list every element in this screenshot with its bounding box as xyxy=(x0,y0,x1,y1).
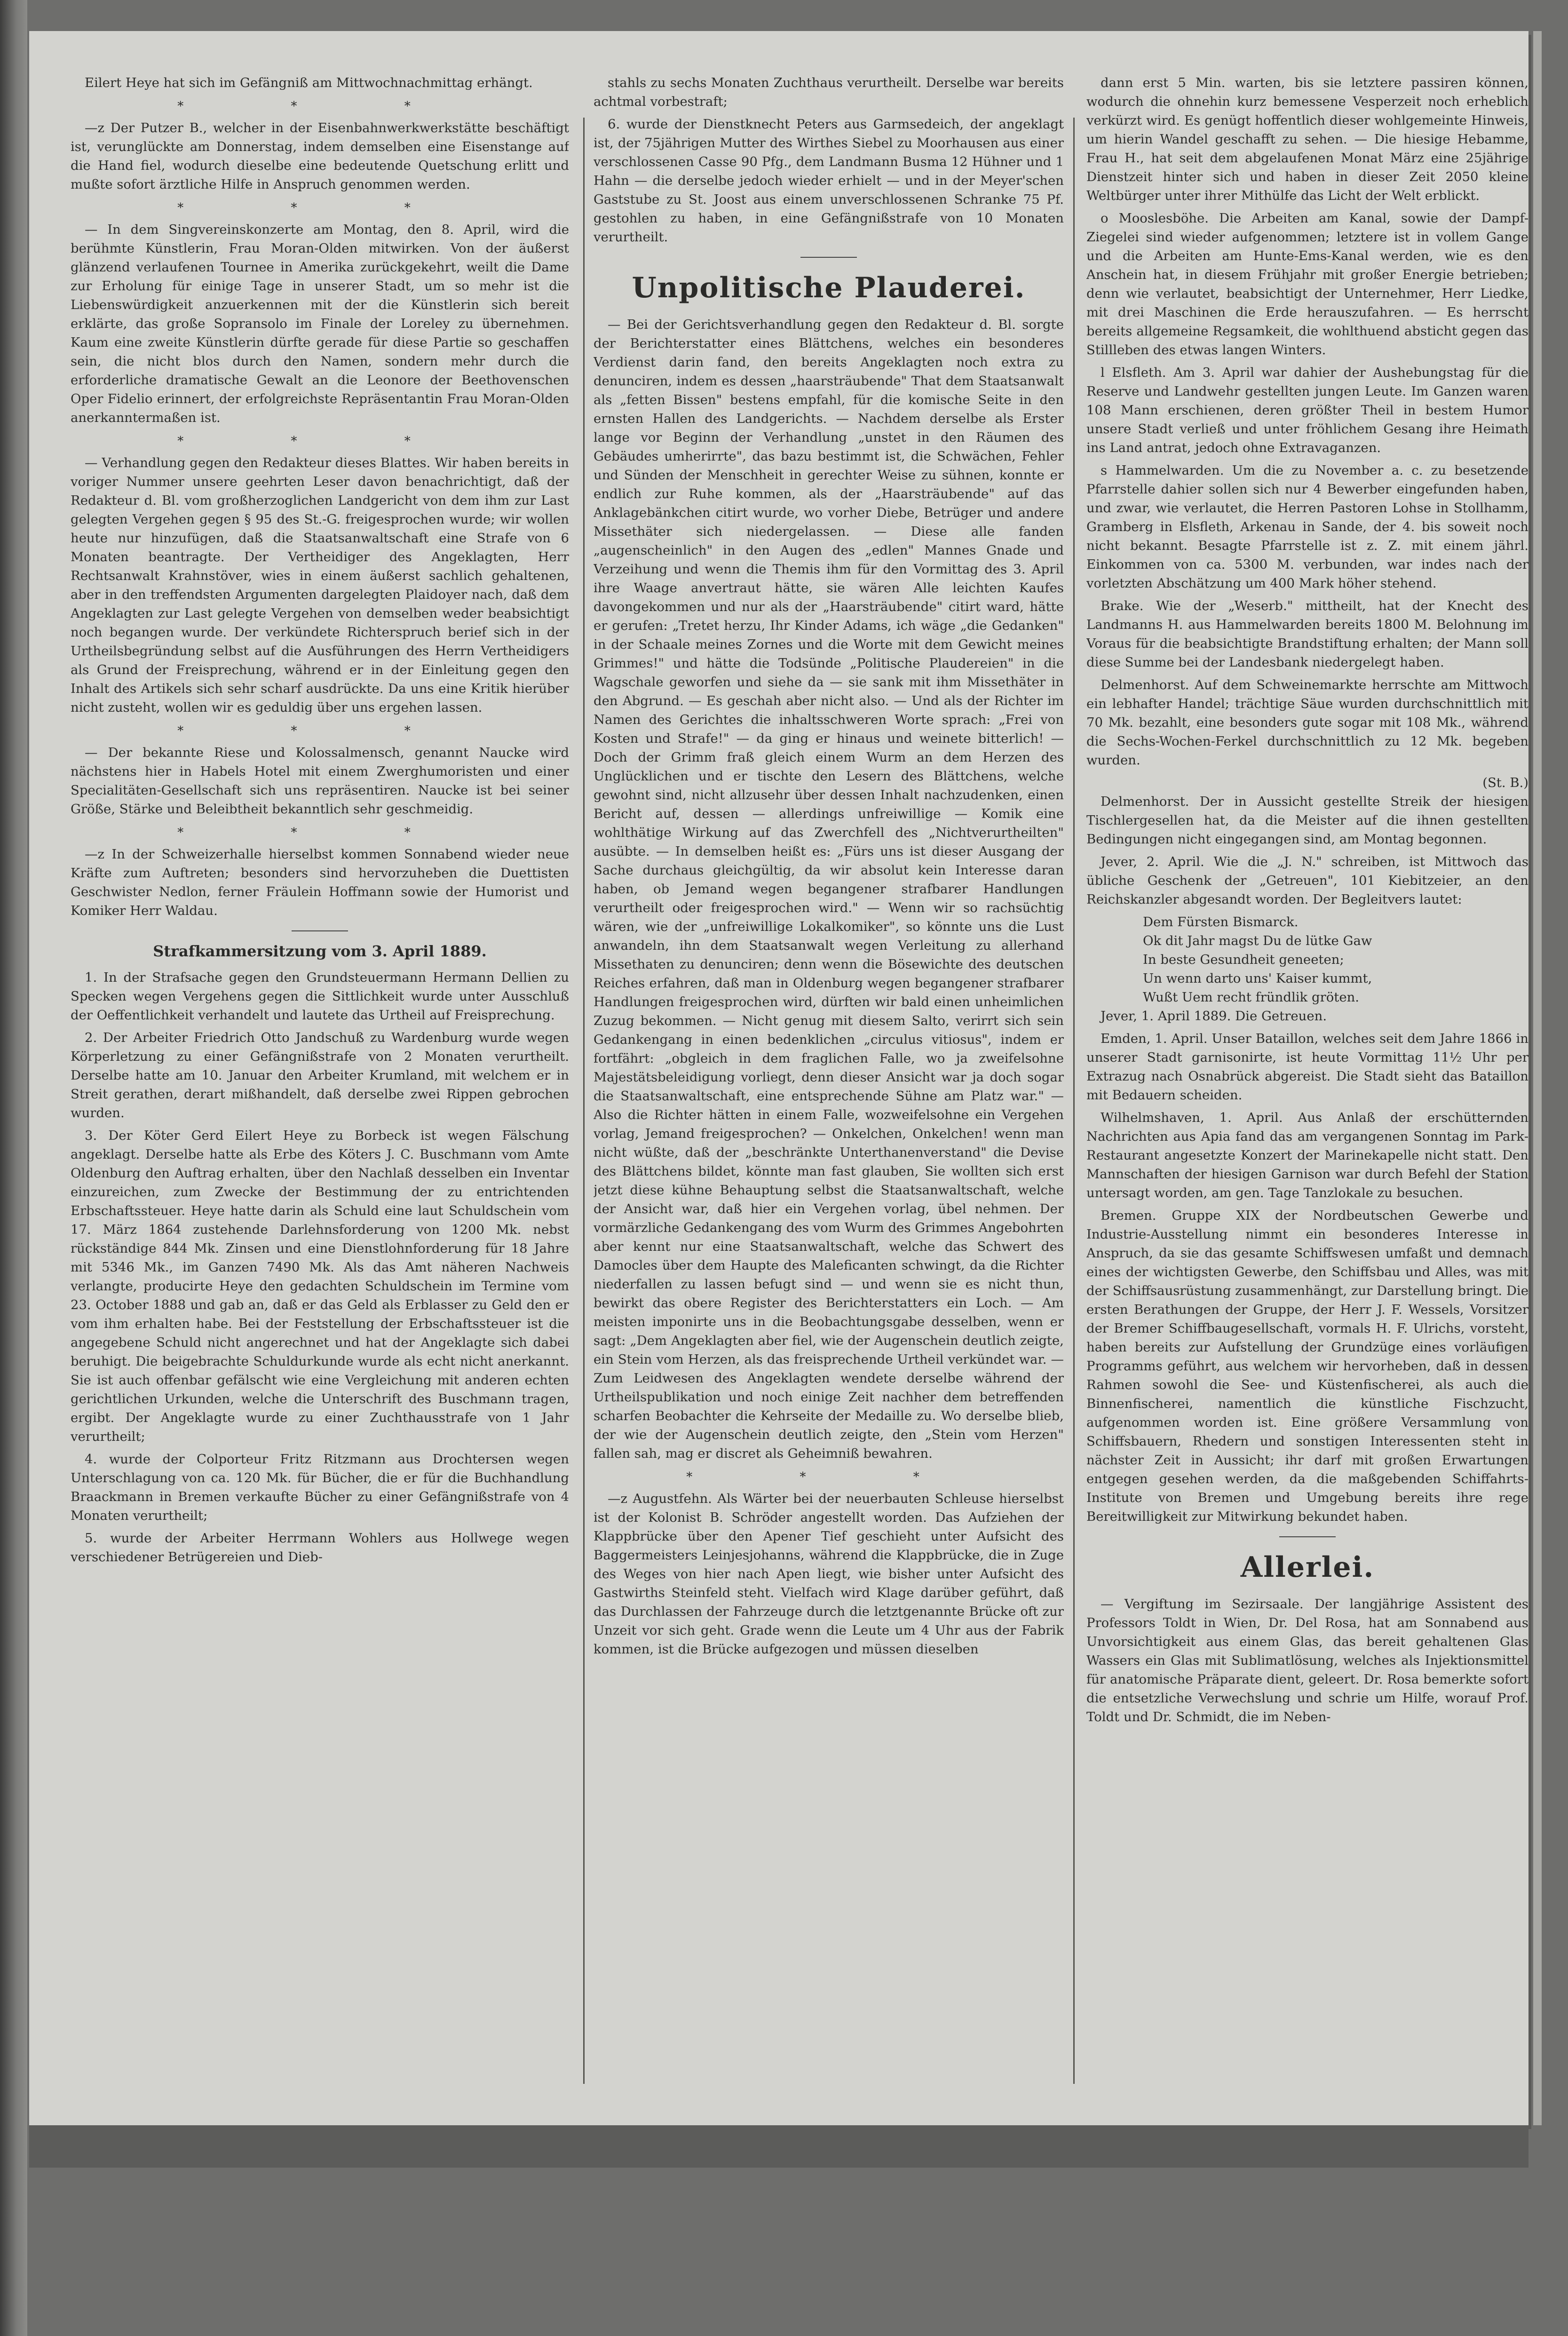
article-paragraph: Wilhelmshaven, 1. April. Aus Anlaß der erschütternden Nachrichten aus Apia fand das am vergangenen Sonntag im Park-Restaurant angesetzte Konzert der Marinekapelle nicht statt. Den Mannschaften der hiesigen Garnison war durch Befehl der Station untersagt worden, am gen. Tage Tanzlokale zu besuchen. xyxy=(1086,1110,1528,1200)
article-paragraph: —z Der Putzer B., welcher in der Eisenbahnwerkwerkstätte beschäftigt ist, verunglückte am Donnerstag, indem demselben eine Eisenstange auf die Hand fiel, wodurch dieselbe eine bedeutende Quetschung erlitt und mußte sofort ärztliche Hilfe in Anspruch genommen werden. xyxy=(71,120,569,192)
page-edge xyxy=(1533,31,1542,2125)
page-bottom-shadow xyxy=(29,2125,1528,2168)
column-3 xyxy=(1086,73,1528,2096)
section-rule xyxy=(292,930,348,931)
section-title: Unpolitische Plauderei. xyxy=(632,271,1026,304)
article-paragraph: Jever, 1. April 1889. Die Getreuen. xyxy=(1101,1009,1327,1024)
verse-line: Wußt Uem recht fründlik gröten. xyxy=(1143,990,1360,1005)
section-rule xyxy=(1279,1536,1336,1537)
article-paragraph: Jever, 2. April. Wie die „J. N." schreiben, ist Mittwoch das übliche Geschenk der „Getreuen", 101 Kiebitzeier, an den Reichskanzler abgesandt worden. Der Begleitvers lautet: xyxy=(1086,854,1528,907)
column-rule xyxy=(1073,118,1075,2084)
source-credit: (St. B.) xyxy=(1482,775,1528,790)
article-paragraph: — In dem Singvereinskonzerte am Montag, den 8. April, wird die berühmte Künstlerin, Frau Moran-Olden mitwirken. Von der äußerst glänzend verlaufenen Tournee in Amerika zurückgekehrt, weilt die Dame zur Erholung für einige Tage in unserer Stadt, um so mehr ist die Liebenswürdigkeit anzuerkennen mit der die Künstlerin sich bereit erklärte, das große Sopransolo im Finale der Loreley zu übernehmen. Kaum eine zweite Künstlerin dürfte gerade für diese Partie so geschaffen sein, die nicht blos durch den Namen, sondern mehr durch die erforderliche dramatische Gewalt an die Leonore der Beethovenschen Oper Fidelio erinnert, der erfolgreichste Repräsentantin Frau Moran-Olden anerkanntermaßen ist. xyxy=(71,222,569,425)
article-paragraph: Emden, 1. April. Unser Bataillon, welches seit dem Jahre 1866 in unserer Stadt garnisonirte, ist heute Vormittag 11½ Uhr per Extrazug nach Osnabrück abgereist. Die Stadt sieht das Bataillon mit Bedauern scheiden. xyxy=(1086,1031,1528,1103)
article-paragraph: 6. wurde der Dienstknecht Peters aus Garmsedeich, der angeklagt ist, der 75jährigen Mutter des Wirthes Siebel zu Moorhausen aus einer verschlossenen Casse 90 Pfg., dem Landmann Busma 12 Hühner und 1 Hahn — die derselbe jedoch wieder erhielt — und in der Meyer'schen Gaststube zu St. Joost aus einem unverschlossenen Schranke 75 Pf. gestohlen zu haben, in eine Gefängnißstrafe von 10 Monaten verurtheilt. xyxy=(594,117,1064,245)
verse-line: In beste Gesundheit geneeten; xyxy=(1143,952,1344,967)
article-paragraph: — Vergiftung im Sezirsaale. Der langjährige Assistent des Professors Toldt in Wien, Dr. Del Rosa, hat am Sonnabend aus Unvorsichtigkeit aus einem Glas, das bereit gehaltenen Glas Wassers ein Glas mit Sublimatlösung, welches als Injektionsmittel für anatomische Präparate dient, geleert. Dr. Rosa bemerkte sofort die entsetzliche Verwechslung und schrie um Hilfe, worauf Prof. Toldt und Dr. Schmidt, die im Neben- xyxy=(1086,1597,1528,1724)
section-separator: * * * xyxy=(686,1470,971,1484)
verse-line: Ok dit Jahr magst Du de lütke Gaw xyxy=(1143,933,1372,948)
section-separator: * * * xyxy=(177,826,462,840)
article-paragraph: 3. Der Köter Gerd Eilert Heye zu Borbeck ist wegen Fälschung angeklagt. Derselbe hatte als Erbe des Köters J. C. Buschmann vom Amte Oldenburg den Auftrag erhalten, über den Nachlaß desselben ein Inventar einzureichen, zum Zwecke der Bestimmung der zu entrichtenden Erbschaftssteuer. Heye hatte darin als Schuld eine laut Schuldschein vom 17. März 1864 zustehende Darlehnsforderung von 1200 Mk. nebst rückständige 844 Mk. Zinsen und eine Dienstlohnforderung für 18 Jahre mit 5346 Mk., im Ganzen 7490 Mk. Als das Amt näheren Nachweis verlangte, producirte Heye den gedachten Schuldschein im Termine vom 23. October 1888 und gab an, daß er das Geld als Erblasser zu Geld den er vom ihm erhalten habe. Bei der Feststellung der Erbschaftssteuer ist die angegebene Schuld nicht angerechnet und hat der Angeklagte sich dabei beruhigt. Die beigebrachte Schuldurkunde wurde als echt nicht anerkannt. Sie ist auch offenbar gefälscht wie eine Vergleichung mit anderen echten gerichtlichen Urkunden, welche die Unterschrift des Buschmann tragen, ergibt. Der Angeklagte wurde zu einer Zuchthausstrafe von 1 Jahr verurtheilt; xyxy=(71,1128,569,1444)
article-paragraph: —z Augustfehn. Als Wärter bei der neuerbauten Schleuse hierselbst ist der Kolonist B. Schröder angestellt worden. Das Aufziehen der Klappbrücke über den Apener Tief geschieht unter Aufsicht des Baggermeisters Leinjesjohanns, während die Klappbrücke, die in Zuge des Weges von hier nach Apen liegt, wie bisher unter Aufsicht des Gastwirths Steinfeld steht. Vielfach wird Klage darüber geführt, daß das Durchlassen der Fahrzeuge durch die letztgenannte Brücke oft zur Unzeit vor sich geht. Grade wenn die Leute um 4 Uhr aus der Fabrik kommen, ist die Brücke aufgezogen und müssen dieselben xyxy=(594,1491,1064,1657)
article-paragraph: 2. Der Arbeiter Friedrich Otto Jandschuß zu Wardenburg wurde wegen Körperletzung zu einer Gefängnißstrafe von 2 Monaten verurtheilt. Derselbe hatte am 10. Januar den Arbeiter Krumland, mit welchem er in Streit gerathen, derart mißhandelt, daß derselbe zwei Rippen gebrochen wurden. xyxy=(71,1030,569,1120)
article-paragraph: Eilert Heye hat sich im Gefängniß am Mittwochnachmittag erhängt. xyxy=(85,75,533,90)
article-paragraph: — Bei der Gerichtsverhandlung gegen den Redakteur d. Bl. sorgte der Berichterstatter eines Blättchens, welches ein besonderes Verdienst darin fand, den bereits Angeklagten noch extra zu denunciren, indem es dessen „haarsträubende" That dem Staatsanwalt als „fetten Bissen" bestens empfahl, für die komische Seite in den ernsten Hallen des Landgerichts. — Nachdem derselbe als Erster lange vor Beginn der Verhandlung „unstet in den Räumen des Gebäudes umherirrte", das bazu bestimmt ist, die Schwächen, Fehler und Sünden der Menschheit in gerechter Weise zu sühnen, konnte er endlich zur Ruhe kommen, als der „Haarsträubende" auf das Anklagebänkchen citirt wurde, wo vorher Diebe, Betrüger und andere Missethäter sich niedergelassen. — Diese alle fanden „augenscheinlich" in den Augen des „edlen" Mannes Gnade und Verzeihung und wenn die Themis ihm für den Vormittag des 3. April ihre Waage anvertraut hätte, sie wären Alle leichten Kaufes davongekommen und nur als der „Haarsträubende" citirt ward, hätte er gerufen: „Tretet herzu, Ihr Kinder Adams, ich wäge „die Gedanken" in der Schaale meines Zornes und die Worte mit dem Gewicht meines Grimmes!" und hätte die Todsünde „Politische Plaudereien" in die Wagschale geworfen und siehe da — sie sank mit ihm Missethäter in den Abgrund. — Es geschah aber nicht also. — Und als der Richter im Namen des Gerichtes die inhaltsschweren Worte sprach: „Frei von Kosten und Strafe!" — da ging er hinaus und weinete bitterlich! — Doch der Grimm fraß gleich einem Wurm an dem Herzen des Unglücklichen und er tischte den Lesern des Blättchens, welche gewohnt sind, nicht allzusehr über dessen Inhalt nachzudenken, einen Bericht auf, dessen — allerdings unfreiwillige — Komik eine wohlthätige Wirkung auf das Zwerchfell des „Nichtverurtheilten" ausübte. — In demselben heißt es: „Fürs uns ist dieser Ausgang der Sache durchaus gleichgültig, da wir absolut kein Interesse daran haben, ob Jemand wegen begangener strafbarer Handlungen verurtheilt oder freigesprochen wird." — Wenn wir so rachsüchtig wären, wie der „unfreiwillige Lokalkomiker", so könnte uns die Lust anwandeln, ihn dem Staatsanwalt wegen Verleitung zu allerhand Missethaten zu denunciren; denn wenn die Bösewichte des deutschen Reiches erfahren, daß man in Oldenburg wegen begangener strafbarer Handlungen freigesprochen wird, dürften wir bald einen unheimlichen Zuzug bekommen. — Nicht genug mit diesem Salto, verirrt sich sein Gedankengang in einen bedenklichen „circulus vitiosus", indem er fortfährt: „obgleich in dem fraglichen Falle, wo ja zweifelsohne Majestätsbeleidigung vorliegt, denn dieser Ansicht war ja doch sogar die Staatsanwaltschaft, eine entsprechende Sühne am Platz war." — Also die Richter hätten in einem Falle, wozweifelsohne ein Vergehen vorlag, Jemand freigesprochen? — Onkelchen, Onkelchen! wenn man nicht wüßte, daß der „beschränkte Unterthanenverstand" die Devise des Blättchens bildet, könnte man fast glauben, Sie wollten sich erst jetzt diese kühne Behauptung selbst die Staatsanwaltschaft, welche der Ansicht war, daß hier ein Vergehen vorlag, übel nehmen. Der vormärzliche Gedankengang des vom Wurm des Grimmes Angebohrten aber kennt nur eine Staatsanwaltschaft, welche das Schwert des Damocles über dem Haupte des Maleficanten schwingt, da die Richter niederfallen zu lassen befugt sind — und wenn sie es nicht thun, bewirkt das obere Register des Berichterstatters ein Loch. — Am meisten imponirte uns in die Beobachtungsgabe desselben, wenn er sagt: „Dem Angeklagten aber fiel, wie der Augenschein deutlich zeigte, ein Stein vom Herzen, als das freisprechende Urtheil verkündet war. — Zum Leidwesen des Angeklagten wendete derselbe während der Urtheilspublikation und noch einige Zeit nachher dem betreffenden scharfen Beobachter die Kehrseite der Medaille zu. Wo derselbe blieb, der wie der Augenschein deutlich zeigte, den „Stein vom Herzen" fallen sah, mag er discret als Geheimniß bewahren. xyxy=(594,317,1064,1461)
column-2 xyxy=(594,73,1064,2096)
section-heading: Strafkammersitzung vom 3. April 1889. xyxy=(153,942,487,960)
article-paragraph: o Mooslesböhe. Die Arbeiten am Kanal, sowie der Dampf-Ziegelei sind wieder aufgenommen; letztere ist in vollem Gange und die Arbeiten am Hunte-Ems-Kanal werden, wie es den Anschein hat, in diesem Frühjahr mit großer Energie betrieben; denn wie verlautet, beabsichtigt der Unternehmer, Herr Liedke, mit drei Maschinen die Erde herauszufahren. — Es herrscht bereits allgemeine Regsamkeit, die wohlthuend absticht gegen das Stillleben des etwas langen Winters. xyxy=(1086,211,1528,358)
article-paragraph: — Verhandlung gegen den Redakteur dieses Blattes. Wir haben bereits in voriger Nummer unsere geehrten Leser davon benachrichtigt, daß der Redakteur d. Bl. vom großherzoglichen Landgericht von dem ihm zur Last gelegten Vergehen gegen § 95 des St.-G. freigesprochen wurde; wir wollen heute nur hinzufügen, daß die Staatsanwaltschaft eine Strafe von 6 Monaten beantragte. Der Vertheidiger des Angeklagten, Herr Rechtsanwalt Krahnstöver, wies in einem äußerst sachlich gehaltenen, aber in den treffendsten Argumenten dargelegten Plaidoyer nach, daß dem Angeklagten zur Last gelegte Vergehen von demselben weder beabsichtigt noch begangen wurde. Der verkündete Richterspruch berief sich in der Urtheilsbegründung selbst auf die Ausführungen des Herrn Vertheidigers als Grund der Freisprechung, während er in der Einleitung gegen den Inhalt des Artikels sich sehr scharf ausdrückte. Da uns eine Kritik hierüber nicht zusteht, wollen wir es geduldig über uns ergehen lassen. xyxy=(71,455,569,715)
article-paragraph: —z In der Schweizerhalle hierselbst kommen Sonnabend wieder neue Kräfte zum Auftreten; besonders sind hervorzuheben die Duettisten Geschwister Nedlon, ferner Fräulein Hoffmann sowie der Humorist und Komiker Herr Waldau. xyxy=(71,847,569,918)
article-paragraph: dann erst 5 Min. warten, bis sie letztere passiren können, wodurch die ohnehin kurz bemessene Vesperzeit noch erheblich verkürzt wird. Es genügt hoffentlich dieser wohlgemeinte Hinweis, um hierin Wandel geschafft zu sehen. — Die hiesige Hebamme, Frau H., hat seit dem abgelaufenen Monat März eine 25jährige Dienstzeit hinter sich und haben in dieser Zeit 2050 kleine Weltbürger unter ihrer Mithülfe das Licht der Welt erblickt. xyxy=(1086,75,1528,203)
column-rule xyxy=(583,118,585,2084)
article-paragraph: stahls zu sechs Monaten Zuchthaus verurtheilt. Derselbe war bereits achtmal vorbestraft; xyxy=(594,75,1064,109)
section-rule xyxy=(800,257,857,258)
article-paragraph: Brake. Wie der „Weserb." mittheilt, hat der Knecht des Landmanns H. aus Hammelwarden bereits 1800 M. Belohnung im Voraus für die beabsichtigte Brandstiftung erhalten; der Mann soll diese Summe bei der Landesbank niedergelegt haben. xyxy=(1086,598,1528,670)
article-paragraph: Delmenhorst. Der in Aussicht gestellte Streik der hiesigen Tischlergesellen hat, da die Meister auf die ihnen gestellten Bedingungen nicht eingegangen sind, am Montag begonnen. xyxy=(1086,794,1528,847)
article-paragraph: 1. In der Strafsache gegen den Grundsteuermann Hermann Dellien zu Specken wegen Vergehens gegen die Sittlichkeit wurde unter Ausschluß der Oeffentlichkeit verhandelt und lautete das Urtheil auf Freisprechung. xyxy=(71,970,569,1023)
section-separator: * * * xyxy=(177,434,462,448)
section-title: Allerlei. xyxy=(1240,1551,1375,1584)
section-separator: * * * xyxy=(177,724,462,738)
section-separator: * * * xyxy=(177,99,462,113)
article-paragraph: 4. wurde der Colporteur Fritz Ritzmann aus Drochtersen wegen Unterschlagung von ca. 120 Mk. für Bücher, die er für die Buchhandlung Braackmann in Bremen verkaufte Bücher zu einer Gefängnißstrafe von 4 Monaten verurtheilt; xyxy=(71,1452,569,1523)
article-paragraph: 5. wurde der Arbeiter Herrmann Wohlers aus Hollwege wegen verschiedener Betrügereien und Dieb- xyxy=(71,1531,569,1565)
article-paragraph: s Hammelwarden. Um die zu November a. c. zu besetzende Pfarrstelle dahier sollen sich nur 4 Bewerber eingefunden haben, und zwar, wie verlautet, die Herren Pastoren Lohse in Stollhamm, Gramberg in Elsfleth, Arkenau in Sande, der 4. bis soweit noch nicht bekannt. Besagte Pfarrstelle ist z. Z. mit einem jährl. Einkommen von ca. 5300 M. verbunden, war indes nach der vorletzten Abschätzung um 400 Mark höher stehend. xyxy=(1086,463,1528,591)
verse-line: Un wenn darto uns' Kaiser kummt, xyxy=(1143,971,1372,986)
verse-line: Dem Fürsten Bismarck. xyxy=(1143,914,1299,930)
book-binding xyxy=(0,0,27,2336)
section-separator: * * * xyxy=(177,201,462,215)
article-paragraph: — Der bekannte Riese und Kolossalmensch, genannt Naucke wird nächstens hier in Habels Hotel mit einem Zwerghumoristen und einer Specialitäten-Gesellschaft sich uns repräsentiren. Naucke ist bei seiner Größe, Stärke und Beleibtheit bekanntlich sehr geschmeidig. xyxy=(71,745,569,817)
article-paragraph: Delmenhorst. Auf dem Schweinemarkte herrschte am Mittwoch ein lebhafter Handel; trächtige Säue wurden durchschnittlich mit 70 Mk. bezahlt, eine besonders gute sogar mit 108 Mk., während die Sechs-Wochen-Ferkel durchschnittlich zu 12 Mk. begeben wurden. xyxy=(1086,677,1528,768)
column-1 xyxy=(71,73,569,2096)
article-paragraph: Bremen. Gruppe XIX der Nordbeutschen Gewerbe und Industrie-Ausstellung nimmt ein besonderes Interesse in Anspruch, da sie das gesamte Schiffswesen umfaßt und demnach eines der wichtigsten Gewerbe, den Schiffsbau und Alles, was mit der Schiffsausrüstung zusammenhängt, zur Darstellung bringt. Die ersten Berathungen der Gruppe, der Herr J. F. Wessels, Vorsitzer der Bremer Schiffbaugesellschaft, vormals H. F. Ulrichs, vorsteht, haben bereits zur Aufstellung der Grundzüge eines vorläufigen Programms geführt, aus welchem wir hervorheben, daß in dessen Rahmen sowohl die See- und Küstenfischerei, als auch die Binnenfischerei, namentlich die künstliche Fischzucht, aufgenommen worden ist. Eine größere Versammlung von Schiffsbauern, Rhedern und sonstigen Interessenten steht in nächster Zeit in Aussicht; ihr darf mit großen Erwartungen entgegen gesehen werden, da die maßgebenden Schiffahrts-Institute von Bremen und Umgebung bereits ihre rege Bereitwilligkeit zur Mitwirkung bekundet haben. xyxy=(1086,1208,1528,1524)
article-paragraph: l Elsfleth. Am 3. April war dahier der Aushebungstag für die Reserve und Landwehr gestellten jungen Leute. Im Ganzen waren 108 Mann erschienen, deren größter Theil in bestem Humor unsere Stadt verließ und unter fröhlichem Gesang ihre Heimath ins Land antrat, jedoch ohne Extravaganzen. xyxy=(1086,365,1528,455)
